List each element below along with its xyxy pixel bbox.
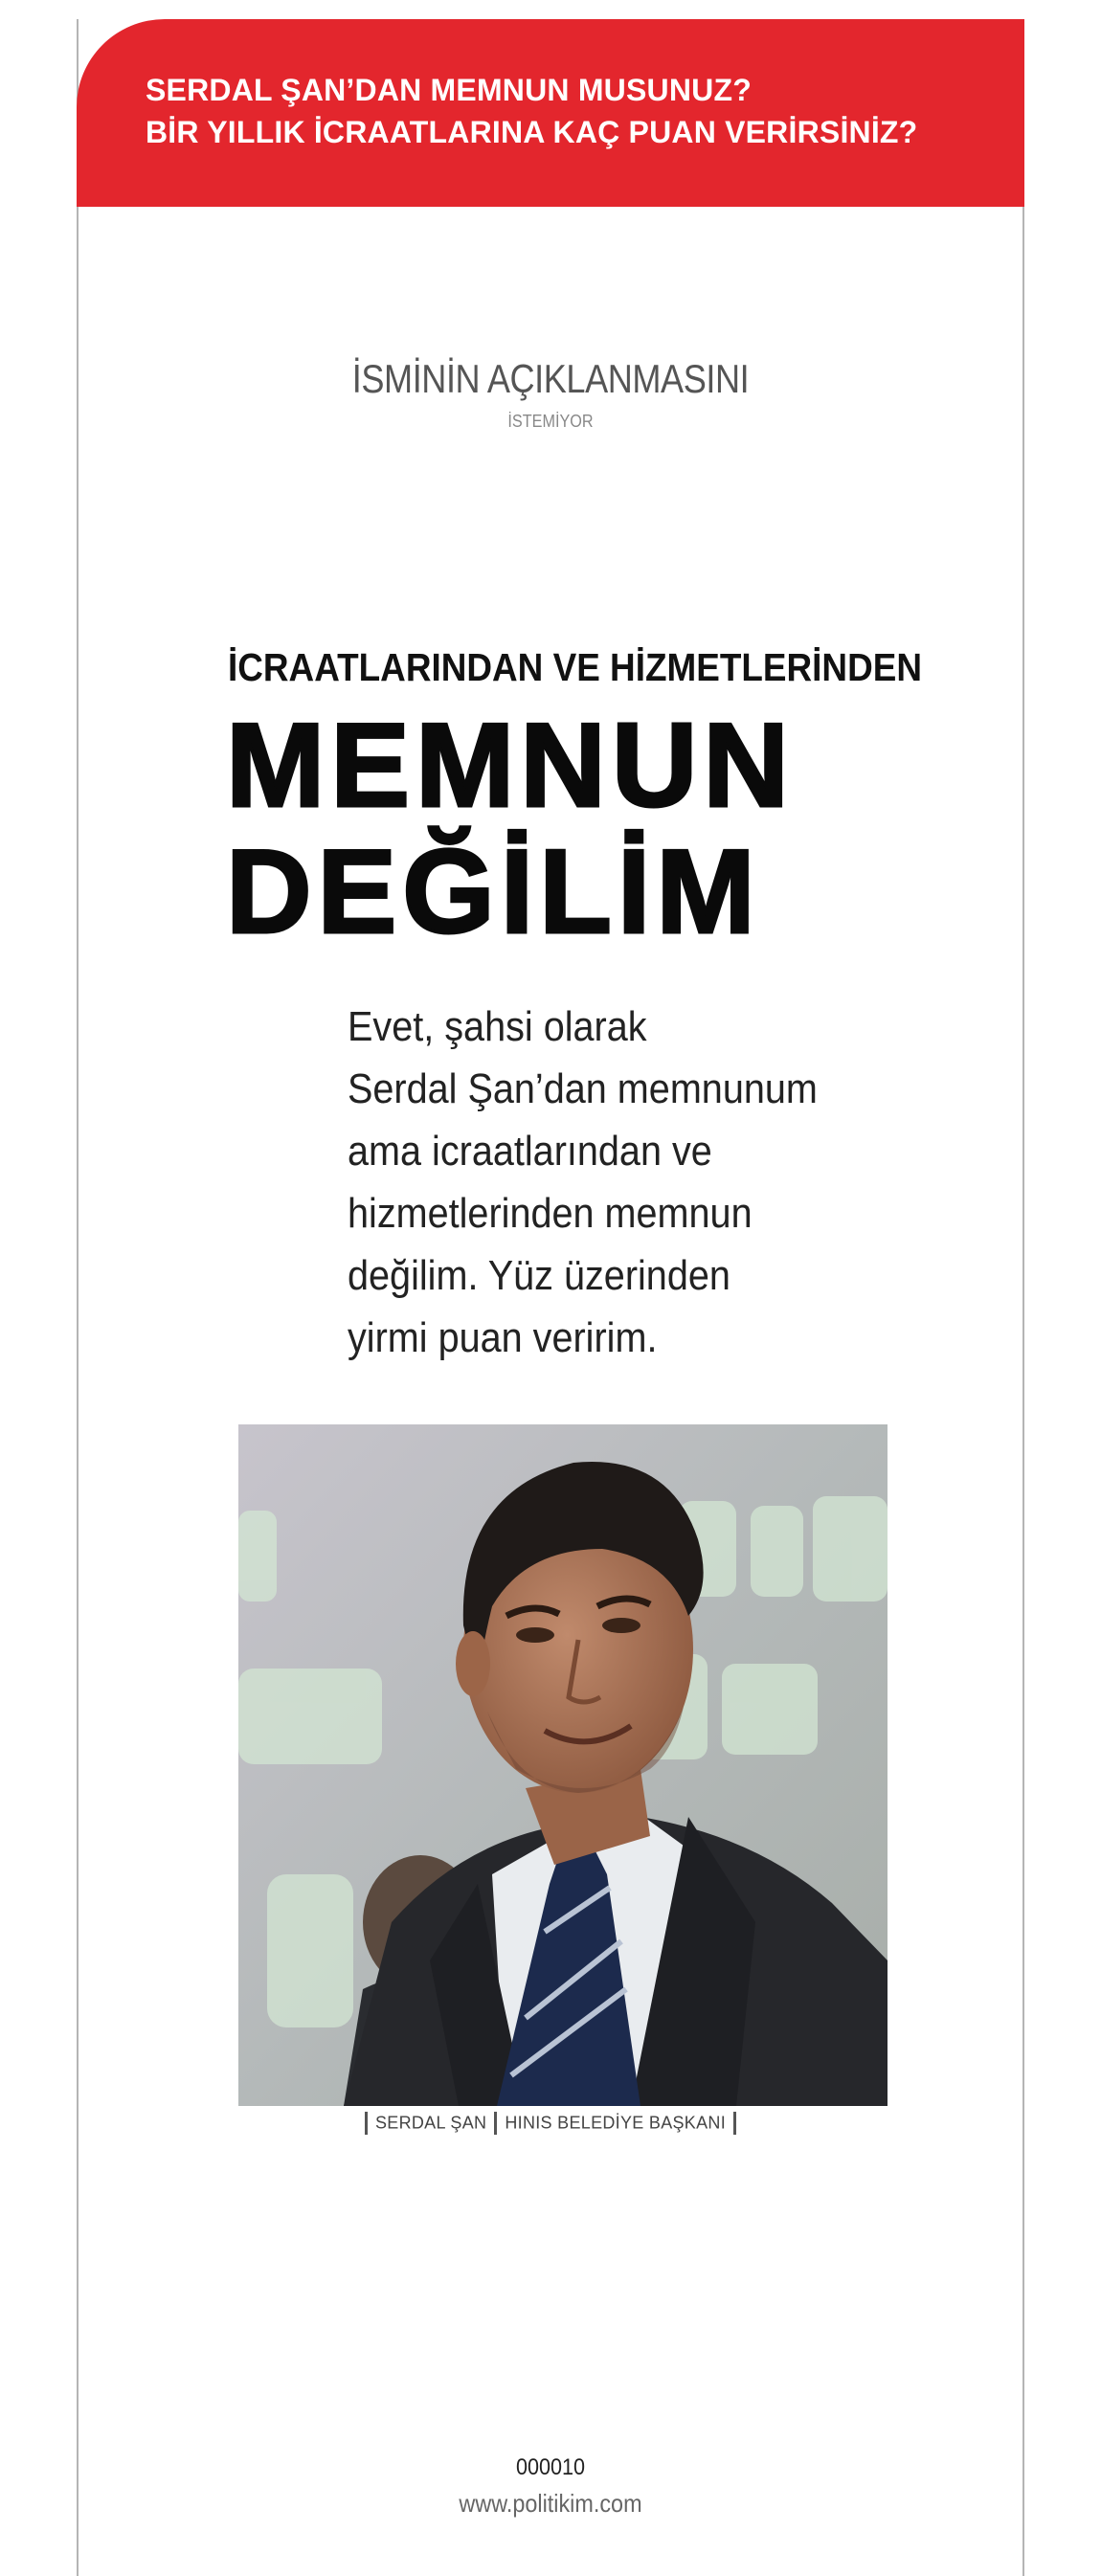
caption-separator-bar	[494, 2112, 497, 2135]
quote-line: Serdal Şan’dan memnunum	[348, 1065, 818, 1112]
question-banner	[77, 19, 1024, 207]
banner-question-line-1: SERDAL ŞAN’DAN MEMNUN MUSUNUZ?	[146, 73, 752, 107]
quote-line: Evet, şahsi olarak	[348, 1003, 647, 1050]
respondent-name-line: İSMİNİN AÇIKLANMASINI	[351, 356, 750, 401]
page-code: 000010	[515, 2454, 586, 2480]
caption-separator-bar	[733, 2112, 736, 2135]
quote-line: hizmetlerinden memnun	[348, 1190, 753, 1237]
headline-kicker: İCRAATLARINDAN VE HİZMETLERİNDEN	[228, 645, 922, 689]
website-link[interactable]: www.politikim.com	[459, 2489, 642, 2518]
headline-big-line-2: DEĞİLİM	[226, 826, 761, 958]
photo-caption	[0, 2112, 1101, 2135]
respondent-quote	[348, 996, 830, 1369]
headline-big-line-1: MEMNUN	[226, 700, 795, 832]
caption-name: SERDAL ŞAN	[374, 2113, 487, 2133]
caption-separator-bar	[365, 2112, 368, 2135]
respondent-sub-line: İSTEMİYOR	[507, 412, 594, 431]
quote-line: yirmi puan veririm.	[348, 1314, 658, 1361]
quote-line: ama icraatlarından ve	[348, 1128, 712, 1175]
mayor-portrait-photo	[238, 1424, 888, 2106]
quote-line: değilim. Yüz üzerinden	[348, 1252, 730, 1299]
banner-question-line-2: BİR YILLIK İCRAATLARINA KAÇ PUAN VERİRSİNİZ?	[146, 115, 918, 149]
caption-title: HINIS BELEDİYE BAŞKANI	[505, 2113, 727, 2133]
